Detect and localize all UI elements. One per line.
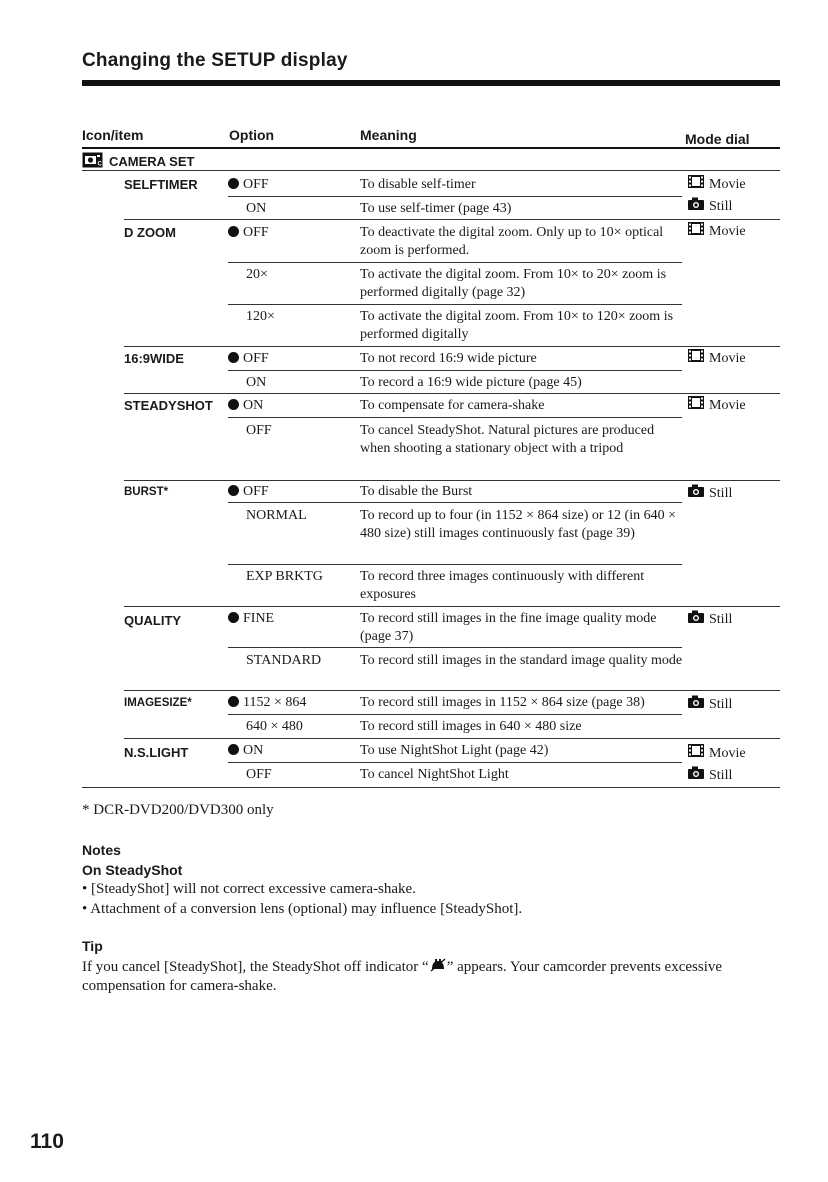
option: STANDARD xyxy=(246,653,322,668)
row-divider xyxy=(124,738,780,739)
mode-movie: Movie xyxy=(688,222,746,241)
note-bullet: • [SteadyShot] will not correct excessive camera-shake. xyxy=(82,881,416,897)
row-divider xyxy=(124,480,780,481)
mode-movie: Movie xyxy=(688,175,746,194)
option-default: OFF xyxy=(228,350,269,368)
title-rule xyxy=(82,80,780,86)
row-divider xyxy=(228,762,682,763)
row-divider xyxy=(124,219,780,220)
footnote: * DCR-DVD200/DVD300 only xyxy=(82,802,274,818)
default-dot-icon xyxy=(228,352,239,363)
meaning: To record still images in 640 × 480 size xyxy=(360,719,582,734)
section-camera-set xyxy=(82,152,194,171)
mode-still: Still xyxy=(688,197,732,216)
option: ON xyxy=(246,375,267,390)
row-divider xyxy=(228,714,682,715)
mode-still: Still xyxy=(688,484,732,503)
movie-icon xyxy=(688,222,704,241)
meaning: To use NightShot Light (page 42) xyxy=(360,743,549,758)
section-rule xyxy=(82,170,780,171)
item-d-zoom: D ZOOM xyxy=(124,225,176,240)
meaning: To activate the digital zoom. From 10× to 120× zoom is performed digitally xyxy=(360,309,674,342)
row-divider xyxy=(228,304,682,305)
option: ON xyxy=(246,201,267,216)
option: 120× xyxy=(246,309,275,324)
still-camera-icon xyxy=(688,766,704,785)
mode-still: Still xyxy=(688,766,732,785)
meaning: To record a 16:9 wide picture (page 45) xyxy=(360,375,582,390)
tip-text: If you cancel [SteadyShot], the SteadyShot off indicator “ ” appears. Your camcorder prevents excessive compensation for camera-shake. xyxy=(82,959,723,994)
option-default: OFF xyxy=(228,224,269,242)
default-dot-icon xyxy=(228,696,239,707)
mode-still: Still xyxy=(688,610,732,629)
row-divider xyxy=(228,564,682,565)
option: OFF xyxy=(246,423,272,438)
movie-icon xyxy=(688,396,704,415)
option: 640 × 480 xyxy=(246,719,303,734)
still-camera-icon xyxy=(688,610,704,629)
row-divider xyxy=(124,346,780,347)
row-divider xyxy=(228,196,682,197)
mode-movie: Movie xyxy=(688,396,746,415)
meaning: To activate the digital zoom. From 10× to 20× zoom is performed digitally (page 32) xyxy=(360,267,667,300)
meaning: To use self-timer (page 43) xyxy=(360,201,512,216)
option-default: FINE xyxy=(228,610,274,628)
default-dot-icon xyxy=(228,178,239,189)
option-default: 1152 × 864 xyxy=(228,694,306,712)
option: OFF xyxy=(246,767,272,782)
meaning: To cancel NightShot Light xyxy=(360,767,509,782)
notes-subheading: On SteadyShot xyxy=(82,862,183,878)
row-divider xyxy=(228,647,682,648)
meaning: To not record 16:9 wide picture xyxy=(360,351,537,366)
item-selftimer: SELFTIMER xyxy=(124,177,198,192)
header-mode: Mode dial xyxy=(685,131,750,147)
still-camera-icon xyxy=(688,695,704,714)
item-burst: BURST* xyxy=(124,486,169,498)
row-divider xyxy=(124,690,780,691)
option: NORMAL xyxy=(246,508,307,523)
row-divider xyxy=(228,370,682,371)
item-quality: QUALITY xyxy=(124,613,182,628)
option-default: ON xyxy=(228,397,263,415)
movie-icon xyxy=(688,175,704,194)
default-dot-icon xyxy=(228,485,239,496)
tip-heading: Tip xyxy=(82,938,103,954)
default-dot-icon xyxy=(228,744,239,755)
meaning: To record still images in 1152 × 864 size (page 38) xyxy=(360,695,645,710)
page-title: Changing the SETUP display xyxy=(82,50,348,71)
option-default: ON xyxy=(228,742,263,760)
camera-set-icon xyxy=(82,152,103,171)
mode-still: Still xyxy=(688,695,732,714)
option-default: OFF xyxy=(228,483,269,501)
default-dot-icon xyxy=(228,399,239,410)
option: 20× xyxy=(246,267,268,282)
still-camera-icon xyxy=(688,197,704,216)
meaning: To record still images in the fine image quality mode (page 37) xyxy=(360,611,657,644)
mode-movie: Movie xyxy=(688,349,746,368)
option-default: OFF xyxy=(228,176,269,194)
steadyshot-off-icon xyxy=(429,959,447,975)
default-dot-icon xyxy=(228,612,239,623)
table-bottom-rule xyxy=(82,787,780,788)
meaning: To cancel SteadyShot. Natural pictures are produced when shooting a stationary object with a tripod xyxy=(360,423,655,456)
item-imagesize: IMAGESIZE* xyxy=(124,697,192,709)
notes-heading: Notes xyxy=(82,842,121,858)
meaning: To record three images continuously with different exposures xyxy=(360,569,645,602)
meaning: To deactivate the digital zoom. Only up to 10× optical zoom is performed. xyxy=(360,225,664,258)
header-meaning: Meaning xyxy=(360,127,417,143)
item-steadyshot: STEADYSHOT xyxy=(124,398,213,413)
row-divider xyxy=(228,262,682,263)
item-ns-light: N.S.LIGHT xyxy=(124,745,189,760)
meaning: To record up to four (in 1152 × 864 size) or 12 (in 640 × 480 size) still images continuously fast (page 39) xyxy=(360,508,677,541)
header-rule xyxy=(82,147,780,149)
movie-icon xyxy=(688,349,704,368)
meaning: To disable self-timer xyxy=(360,177,476,192)
svg-text:C: C xyxy=(97,161,102,168)
meaning: To disable the Burst xyxy=(360,484,473,499)
meaning: To record still images in the standard image quality mode xyxy=(360,653,683,668)
header-item: Icon/item xyxy=(82,127,144,143)
option: EXP BRKTG xyxy=(246,569,323,584)
still-camera-icon xyxy=(688,484,704,503)
header-option: Option xyxy=(229,127,275,143)
row-divider xyxy=(228,502,682,503)
page-number: 110 xyxy=(30,1130,64,1153)
mode-movie: Movie xyxy=(688,744,746,763)
row-divider xyxy=(228,417,682,418)
meaning: To compensate for camera-shake xyxy=(360,398,545,413)
row-divider xyxy=(124,606,780,607)
section-label: CAMERA SET xyxy=(109,154,195,169)
item-16-9-wide: 16:9WIDE xyxy=(124,351,184,366)
default-dot-icon xyxy=(228,226,239,237)
row-divider xyxy=(124,393,780,394)
note-bullet: • Attachment of a conversion lens (optional) may influence [SteadyShot]. xyxy=(82,901,523,917)
movie-icon xyxy=(688,744,704,763)
